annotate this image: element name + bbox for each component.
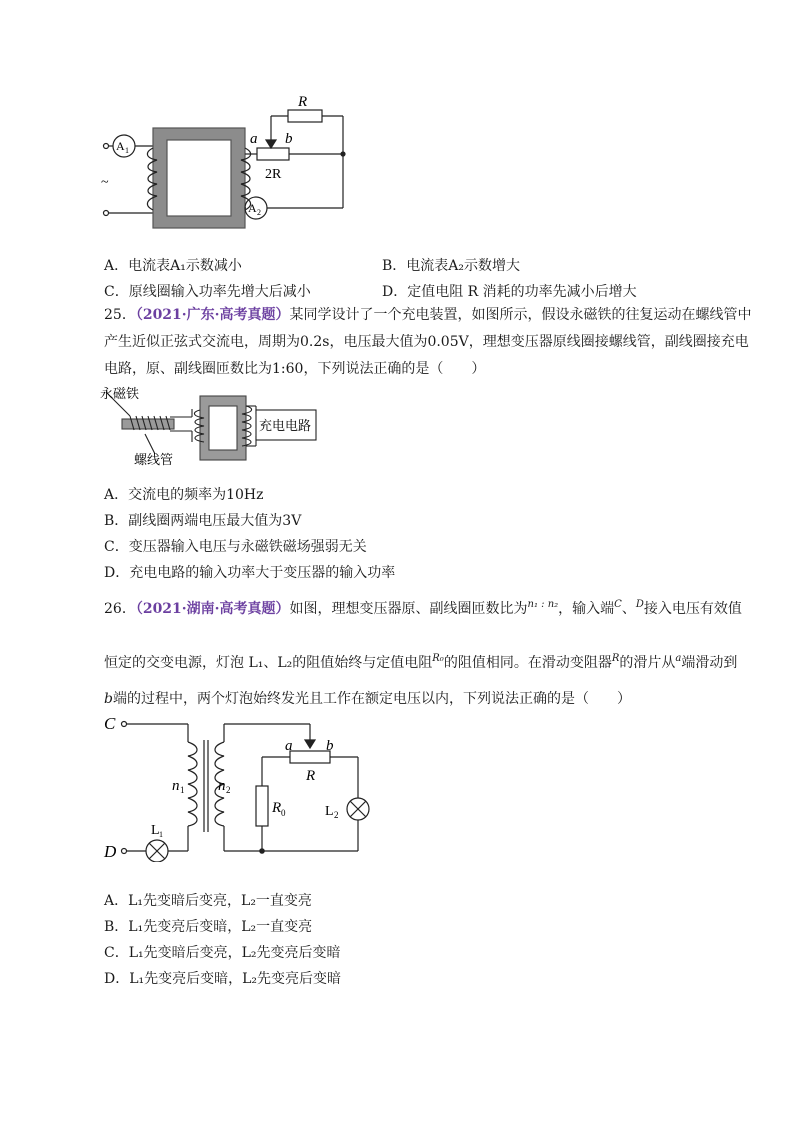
primary-coil [188, 742, 197, 826]
label-n2-sub: 2 [226, 785, 231, 795]
q26-text-3: 端的过程中，两个灯泡始终发光且工作在额定电压以内，下列说法正确的是（ ） [112, 691, 631, 707]
q26-text-2b: 的阻值相同。在滑动变阻器 [443, 655, 612, 671]
q26-r: R [611, 653, 620, 664]
q25-stem-line1 [104, 302, 752, 329]
q25-stem-line2: 产生近似正弦式交流电，周期为0.2s，电压最大值为0.05V，理想变压器原线圈接螺线管，副线圈接充电 [104, 334, 749, 350]
q24-circuit-figure [95, 88, 365, 238]
q26-source-tag: （2021·湖南·高考真题） [135, 601, 290, 617]
slider-arrow [305, 740, 315, 748]
q26-terminal-d: D [635, 599, 644, 610]
q26-stem-line1 [104, 590, 742, 624]
q26-stem-line3 [104, 684, 631, 714]
label-n1-sub: 1 [180, 785, 185, 795]
label-r0-sub: 0 [281, 808, 286, 818]
label-l2: L [325, 804, 334, 819]
label-a1-sub: 1 [125, 146, 129, 155]
label-charging-circuit: 充电电路 [259, 418, 312, 433]
q26-text-1c: 接入电压有效值 [643, 601, 742, 617]
label-l2-sub: 2 [334, 810, 339, 820]
q24-option-a[interactable]: A．电流表A₁示数减小 [104, 258, 242, 274]
terminal-c [122, 722, 127, 727]
q26-circuit-figure [100, 712, 380, 862]
q26-text-2c: 的滑片从 [619, 655, 676, 671]
label-b: b [326, 738, 334, 754]
q26-text-1b: ，输入端 [558, 601, 615, 617]
q26-option-a[interactable]: A．L₁先变暗后变亮，L₂一直变亮 [104, 893, 312, 909]
q24-option-d[interactable]: D．定值电阻 R 消耗的功率先减小后增大 [382, 284, 637, 300]
q26-option-c[interactable]: C．L₁先变暗后变亮，L₂先变亮后变暗 [104, 945, 341, 961]
label-d: D [104, 842, 117, 861]
q26-a: a [675, 653, 682, 664]
q26-terminal-c: C [614, 599, 622, 610]
q26-option-d[interactable]: D．L₁先变亮后变暗，L₂先变亮后变暗 [104, 971, 342, 987]
slider-arrow [266, 140, 276, 148]
q26-option-b[interactable]: B．L₁先变亮后变暗，L₂一直变亮 [104, 919, 313, 935]
label-b: b [285, 131, 293, 147]
label-r0: R [272, 800, 282, 816]
q26-text-2a: 恒定的交变电源，灯泡 L₁、L₂的阻值始终与定值电阻 [104, 655, 433, 671]
label-n1: n [172, 778, 180, 794]
q26-text-1a: 如图，理想变压器原、副线圈匝数比为 [289, 601, 528, 617]
q24-option-b[interactable]: B．电流表A₂示数增大 [382, 258, 521, 274]
label-2r: 2R [265, 167, 282, 182]
label-l1-sub: 1 [159, 830, 163, 839]
q26-text-2d: 端滑动到 [681, 655, 738, 671]
q25-option-b[interactable]: B．副线圈两端电压最大值为3V [104, 513, 302, 529]
q25-text-1: 某同学设计了一个充电装置，如图所示，假设永磁铁的往复运动在螺线管中 [289, 307, 752, 323]
q25-charger-figure [100, 384, 330, 474]
label-l1: L [151, 823, 160, 838]
input-terminal-top [104, 144, 109, 149]
resistor-r0 [256, 786, 268, 826]
q25-source-tag: （2021·广东·高考真题） [135, 307, 290, 323]
q26-stem-line2 [104, 644, 737, 678]
terminal-d [122, 849, 127, 854]
q25-option-c[interactable]: C．变压器输入电压与永磁铁磁场强弱无关 [104, 539, 367, 555]
label-r: R [298, 94, 308, 110]
label-c: C [104, 714, 116, 733]
label-a: a [285, 738, 293, 754]
permanent-magnet [122, 419, 174, 429]
label-a2-sub: 2 [257, 208, 261, 217]
q26-separator: 、 [621, 601, 636, 617]
resistor-r [288, 110, 322, 122]
q26-r0: R₀ [432, 653, 444, 664]
q25-stem-line3: 电路，原、副线圈匝数比为1:60，下列说法正确的是（ ） [104, 361, 486, 377]
slide-rheostat-r [290, 751, 330, 763]
label-r: R [306, 768, 316, 784]
q25-option-d[interactable]: D．充电电路的输入功率大于变压器的输入功率 [104, 565, 396, 581]
q25-number: 25． [104, 307, 136, 323]
q24-option-c[interactable]: C．原线圈输入功率先增大后减小 [104, 284, 311, 300]
label-a: a [250, 131, 258, 147]
label-a2: A [248, 201, 257, 215]
ac-source-symbol: ~ [101, 175, 109, 190]
slide-rheostat-2r [257, 148, 289, 160]
label-a1: A [116, 139, 125, 153]
q26-b: b [104, 691, 113, 707]
q25-option-a[interactable]: A．交流电的频率为10Hz [104, 487, 264, 503]
input-terminal-bottom [104, 211, 109, 216]
q26-turns-ratio: n₁ : n₂ [527, 599, 559, 610]
label-n2: n [218, 778, 226, 794]
label-solenoid: 螺线管 [134, 452, 174, 467]
q26-number: 26． [104, 601, 136, 617]
label-magnet: 永磁铁 [100, 386, 140, 401]
